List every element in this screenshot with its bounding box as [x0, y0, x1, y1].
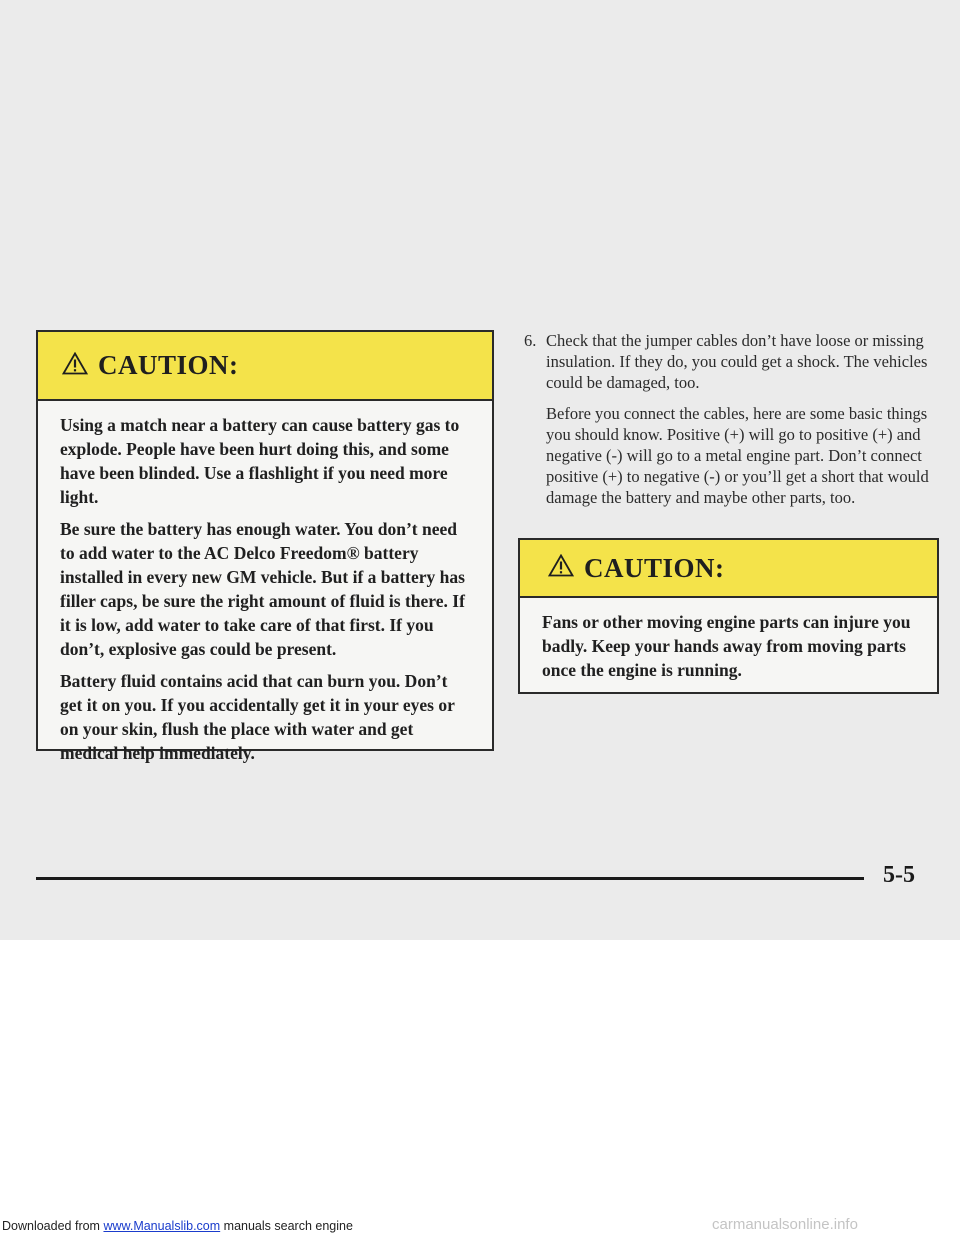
source-suffix: manuals search engine [223, 1219, 353, 1233]
source-prefix: Downloaded from [2, 1219, 100, 1233]
caution-paragraph: Using a match near a battery can cause battery gas to explode. People have been hurt doing this, and some have been blinded. Use a flashlight if you need more light. [60, 415, 460, 507]
caution-paragraph: Fans or other moving engine parts can injure you badly. Keep your hands away from moving parts once the engine is running. [542, 612, 911, 680]
caution-body [38, 401, 492, 765]
step-text [546, 330, 944, 508]
page-number: 5-5 [883, 862, 915, 888]
manualslib-link[interactable]: www.Manualslib.com [103, 1219, 221, 1233]
step-6 [524, 330, 944, 518]
warning-triangle-icon [62, 352, 88, 380]
caution-box-fans [518, 538, 939, 694]
footer-rule [36, 877, 864, 880]
caution-box-battery [36, 330, 494, 763]
step-paragraph: Before you connect the cables, here are some basic things you should know. Positive (+) will go to positive (+) and negative (-) will go to a metal engine part. Don’t connect positive (+) to negative (-) or you’ll get a short that would damage the battery and maybe other parts, too. [546, 404, 929, 507]
caution-paragraph: Battery fluid contains acid that can burn you. Don’t get it on you. If you accidentally get it in your eyes or on your skin, flush the place with water and get medical help immediately. [60, 671, 455, 763]
caution-title: CAUTION: [584, 552, 725, 583]
warning-triangle-icon [548, 554, 574, 582]
caution-paragraph: Be sure the battery has enough water. You don’t need to add water to the AC Delco Freedom® battery installed in every new GM vehicle. But if a battery has filler caps, be sure the right amount of fluid is there. If it is low, add water to take care of that first. If you don’t, explosive gas could be present. [60, 519, 465, 659]
caution-body [520, 598, 937, 682]
caution-title: CAUTION: [98, 350, 239, 380]
watermark: carmanualsonline.info [712, 1216, 858, 1233]
step-number: 6. [524, 331, 537, 350]
step-paragraph: Check that the jumper cables don’t have loose or missing insulation. If they do, you could get a shock. The vehicles could be damaged, too. [546, 331, 928, 392]
source-attribution [2, 1219, 353, 1233]
caution-header [520, 540, 937, 598]
caution-header [38, 332, 492, 401]
